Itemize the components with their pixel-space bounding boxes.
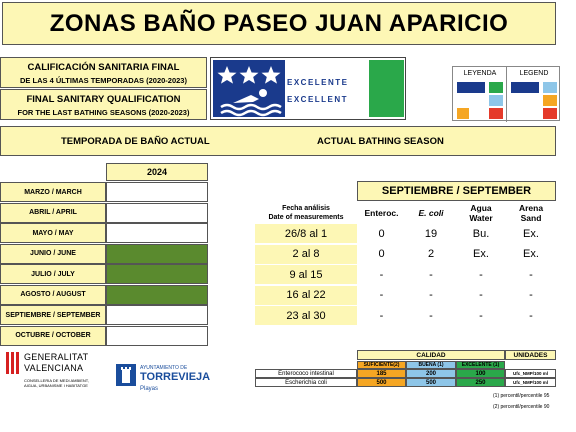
col-header-sand-es: Arena <box>518 203 544 213</box>
result-cell-enteroc: - <box>357 286 406 305</box>
quality-value: 250 <box>456 378 505 387</box>
legend-good-swatch-es <box>489 95 503 106</box>
excellent-badge <box>210 57 406 120</box>
result-cell-ecoli: - <box>406 306 456 325</box>
month-label: OCTUBRE / OCTOBER <box>0 326 106 346</box>
generalitat-name-2: VALENCIANA <box>24 363 84 373</box>
legend-panel <box>452 66 560 121</box>
result-cell-sand: - <box>506 265 556 284</box>
result-cell-ecoli: - <box>406 265 456 284</box>
month-status-cell <box>106 182 208 202</box>
legend-excellent-en <box>511 82 539 93</box>
quality-value: 500 <box>357 378 406 387</box>
torrevieja-tower-icon <box>116 364 136 386</box>
result-cell-sand: - <box>506 286 556 305</box>
qualification-en-title: FINAL SANITARY QUALIFICATION <box>26 94 181 105</box>
qualification-es <box>0 57 207 88</box>
quality-unit: Ufc_NMP/100 ml <box>505 378 556 387</box>
qualification-es-subtitle: DE LAS 4 ÚLTIMAS TEMPORADAS (2020-2023) <box>20 76 187 85</box>
result-cell-sand: Ex. <box>506 245 556 264</box>
quality-value: 200 <box>406 369 456 378</box>
month-status-cell <box>106 203 208 223</box>
badge-icon-panel <box>213 60 285 117</box>
generalitat-dept-2: AIGUA, URBANISME I HABITATGE <box>24 383 88 388</box>
quality-row-label: Escherichia coli <box>255 378 357 387</box>
legend-poor-swatch-en <box>543 108 557 119</box>
result-cell-enteroc: 0 <box>357 245 406 264</box>
torrevieja-playas: Playas <box>140 386 159 392</box>
quality-value: 185 <box>357 369 406 378</box>
quality-value: 500 <box>406 378 456 387</box>
torrevieja-ayto: AYUNTAMIENTO DE <box>140 365 188 371</box>
col-header-water <box>456 202 506 224</box>
col-header-ecoli: E. coli <box>418 208 444 218</box>
result-cell-date: 16 al 22 <box>255 286 357 305</box>
month-status-cell <box>106 244 208 264</box>
result-cell-enteroc: - <box>357 265 406 284</box>
month-status-cell <box>106 305 208 325</box>
footnote-95: (1) percentil/percentile 95 <box>493 393 550 399</box>
month-label: JUNIO / JUNE <box>0 244 106 264</box>
sufficient-header: SUFICIENTE(2) <box>357 361 406 369</box>
result-cell-sand: Ex. <box>506 224 556 243</box>
page-title: ZONAS BAÑO PASEO JUAN APARICIO <box>2 2 556 45</box>
quality-value: 100 <box>456 369 505 378</box>
col-header-date <box>255 202 357 224</box>
qualification-en-subtitle: FOR THE LAST BATHING SEASONS (2020-2023) <box>17 108 190 117</box>
results-month-title: SEPTIEMBRE / SEPTEMBER <box>357 181 556 201</box>
generalitat-logo <box>4 352 104 408</box>
year-header: 2024 <box>106 163 208 181</box>
qualification-en <box>0 89 207 120</box>
torrevieja-city: TORREVIEJA <box>140 371 211 383</box>
result-cell-enteroc: - <box>357 306 406 325</box>
legend-good-swatch-en <box>543 82 557 93</box>
quality-header: CALIDAD <box>357 350 505 360</box>
result-cell-ecoli: 2 <box>406 245 456 264</box>
generalitat-name-1: GENERALITAT <box>24 352 89 362</box>
result-cell-ecoli: - <box>406 286 456 305</box>
result-cell-water: - <box>456 265 506 284</box>
col-header-water-es: Agua <box>470 203 492 213</box>
torrevieja-logo <box>116 362 226 398</box>
month-status-cell <box>106 326 208 346</box>
qualification-es-title: CALIFICACIÓN SANITARIA FINAL <box>27 62 180 73</box>
month-label: ABRIL / APRIL <box>0 203 106 223</box>
col-header-date-es: Fecha análisis <box>282 205 330 212</box>
col-header-date-en: Date of measurements <box>268 214 344 221</box>
legend-divider <box>506 67 507 122</box>
legend-title-en: LEGEND <box>519 70 549 77</box>
result-cell-date: 9 al 15 <box>255 265 357 284</box>
month-status-cell <box>106 264 208 284</box>
result-cell-enteroc: 0 <box>357 224 406 243</box>
result-cell-water: - <box>456 286 506 305</box>
badge-label-en: EXCELLENT <box>287 95 349 104</box>
result-cell-water: Ex. <box>456 245 506 264</box>
result-cell-sand: - <box>506 306 556 325</box>
month-status-cell <box>106 223 208 243</box>
quality-row-label: Enterococo intestinal <box>255 369 357 378</box>
season-banner <box>0 126 556 156</box>
season-label-en: ACTUAL BATHING SEASON <box>317 136 444 147</box>
legend-excellent-es <box>457 82 485 93</box>
legend-poor-swatch-es <box>489 108 503 119</box>
badge-label-es: EXCELENTE <box>287 78 349 87</box>
season-label-es: TEMPORADA DE BAÑO ACTUAL <box>61 136 210 147</box>
month-label: JULIO / JULY <box>0 264 106 284</box>
excellent-header: EXCELENTE (1) <box>456 361 505 369</box>
month-label: AGOSTO / AUGUST <box>0 285 106 305</box>
badge-green-bar <box>369 60 404 117</box>
result-cell-date: 26/8 al 1 <box>255 224 357 243</box>
result-cell-ecoli: 19 <box>406 224 456 243</box>
result-cell-water: - <box>456 306 506 325</box>
col-header-sand <box>506 202 556 224</box>
quality-unit: Ufc_NMP/100 ml <box>505 369 556 378</box>
three-stars-icon <box>213 62 285 88</box>
month-status-cell <box>106 285 208 305</box>
good-header: BUENA (1) <box>406 361 456 369</box>
swimmer-icon <box>213 87 285 117</box>
month-label: MARZO / MARCH <box>0 182 106 202</box>
month-label: MAYO / MAY <box>0 223 106 243</box>
legend-title-es: LEYENDA <box>463 70 497 77</box>
result-cell-water: Bu. <box>456 224 506 243</box>
legend-sufficient-swatch-en <box>543 95 557 106</box>
result-cell-date: 23 al 30 <box>255 306 357 325</box>
footnote-90: (2) percentil/percentile 90 <box>493 404 550 410</box>
col-header-water-en: Water <box>469 213 493 223</box>
legend-sufficient-swatch-es <box>457 108 469 119</box>
col-header-enteroc: Enteroc. <box>364 208 399 218</box>
generalitat-emblem-icon <box>4 352 22 374</box>
month-label: SEPTIEMBRE / SEPTEMBER <box>0 305 106 325</box>
result-cell-date: 2 al 8 <box>255 245 357 264</box>
legend-excellent-swatch <box>489 82 503 93</box>
units-header: UNIDADES <box>505 350 556 360</box>
col-header-sand-en: Sand <box>520 213 542 223</box>
generalitat-dept-1: CONSELLERIA DE MEDI AMBIENT, <box>24 378 89 383</box>
